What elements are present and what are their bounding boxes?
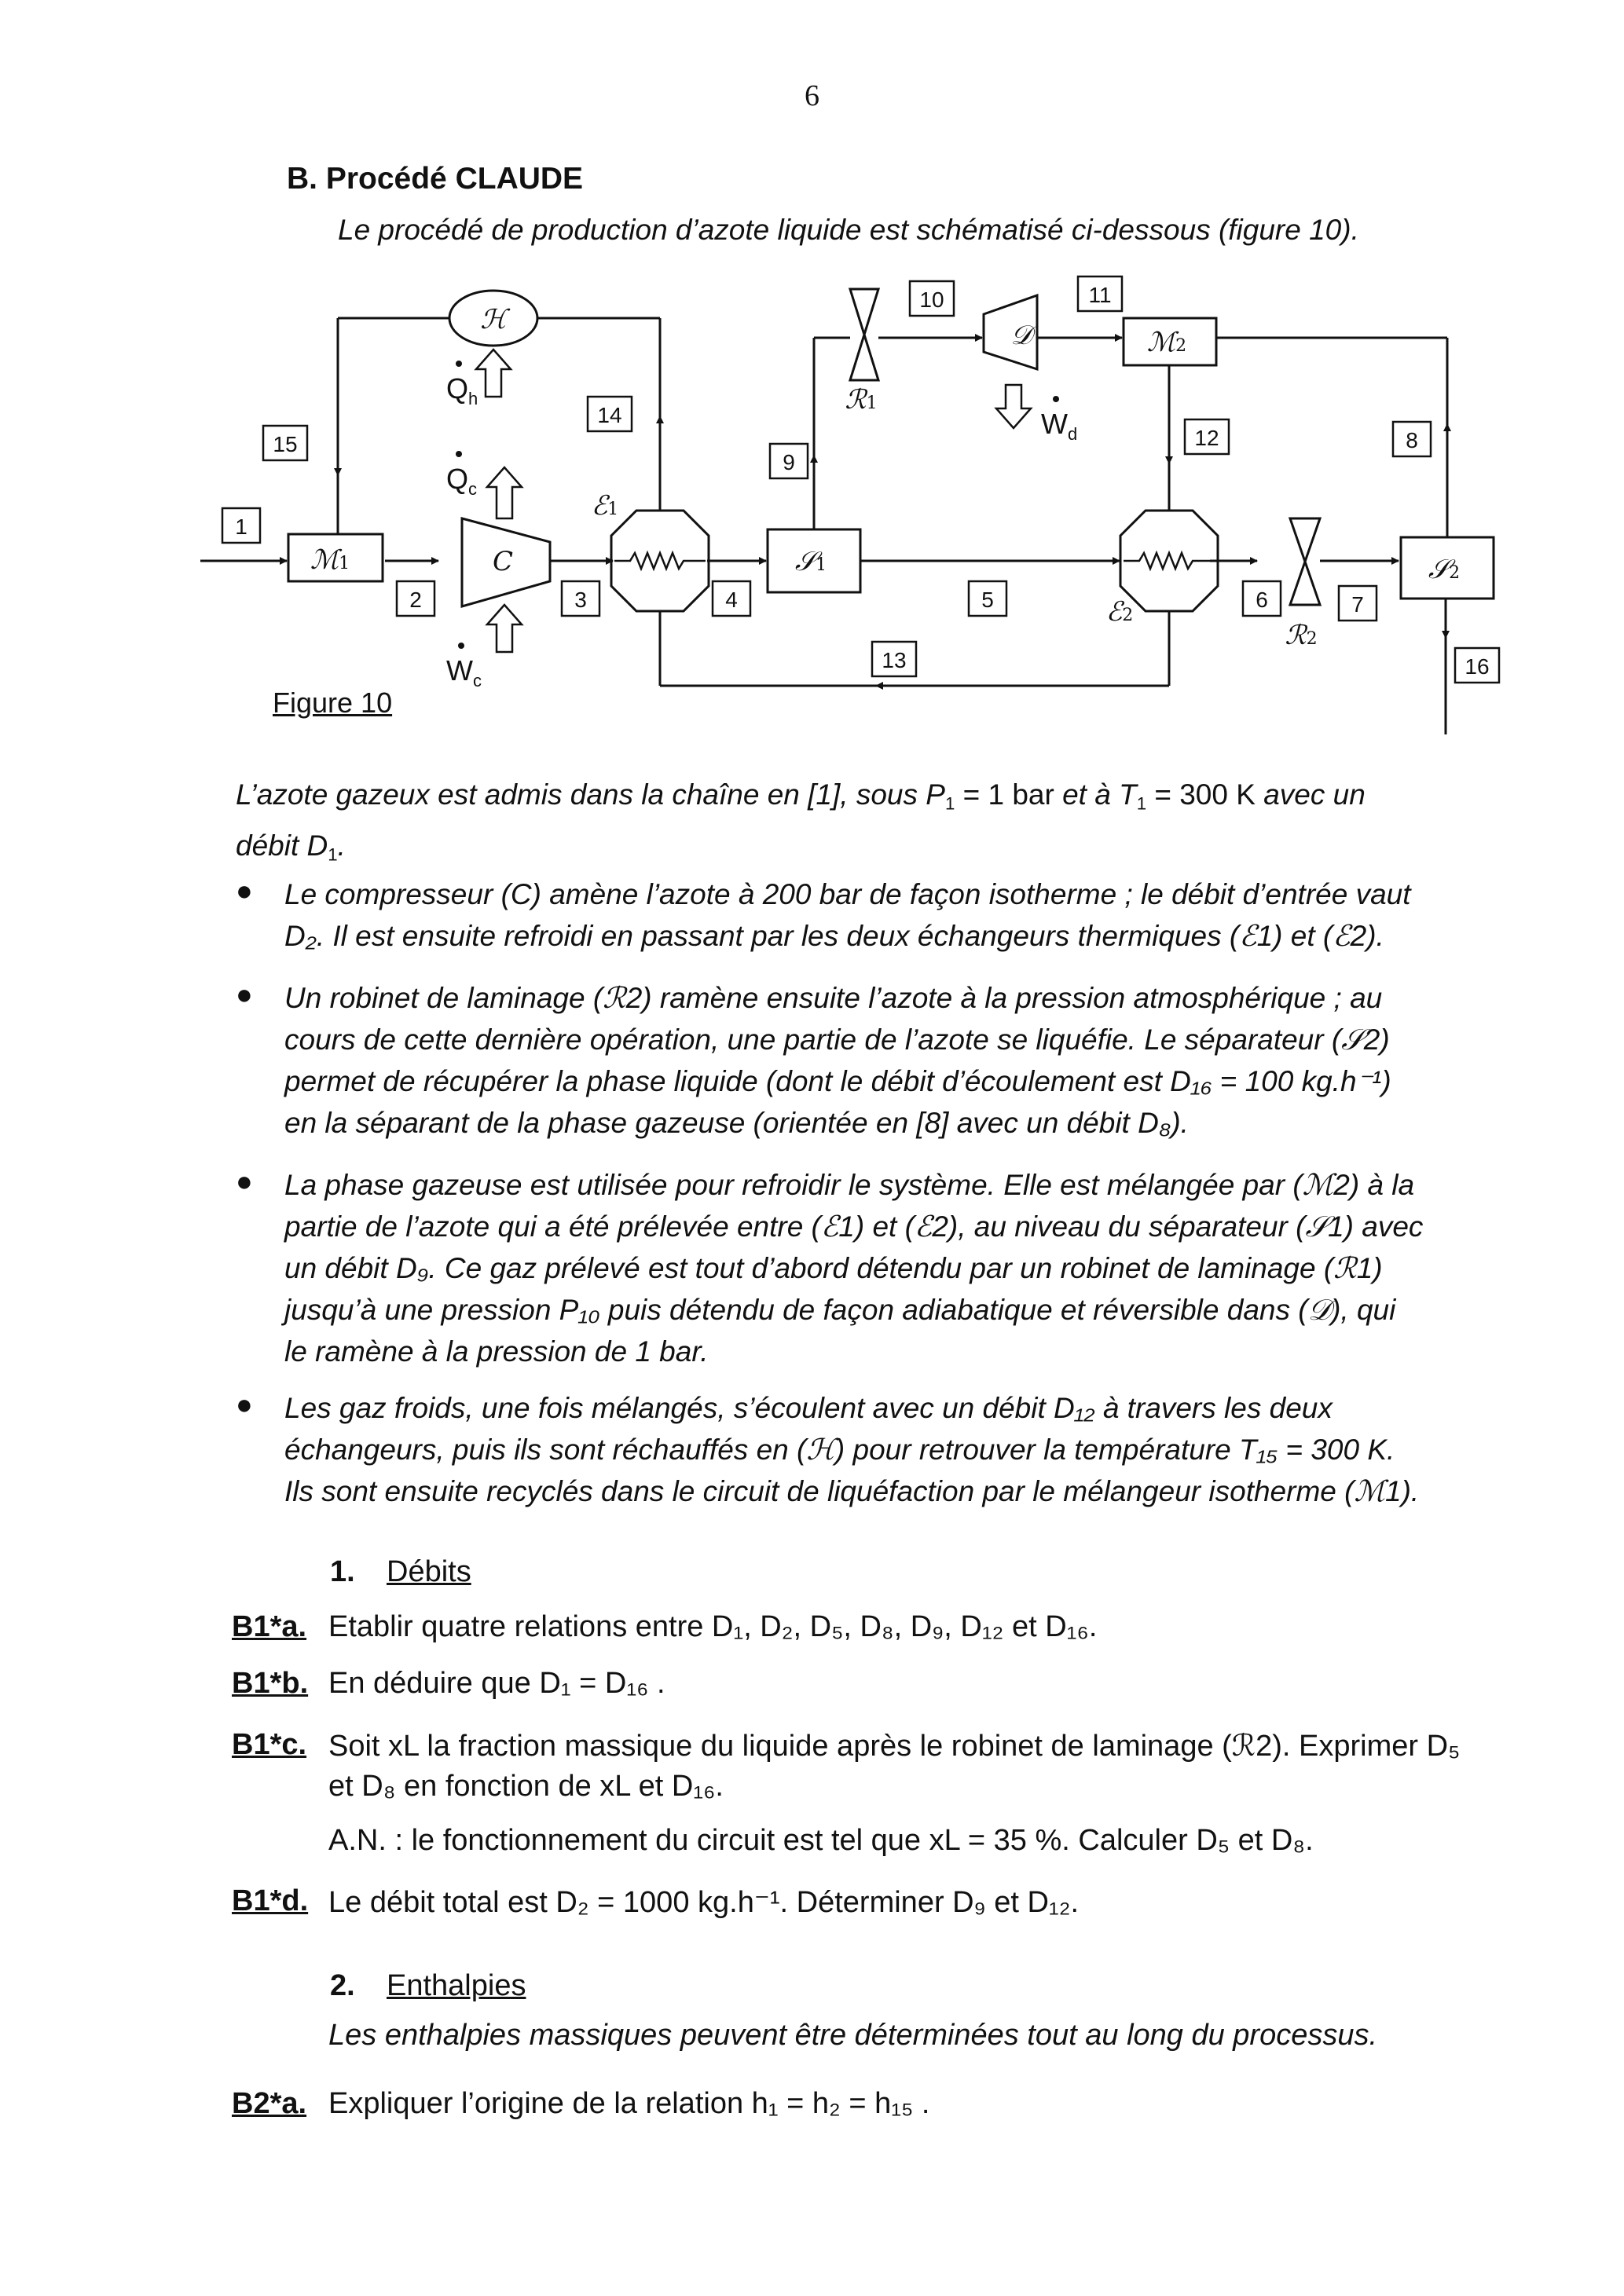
- section-intro: Le procédé de production d’azote liquide est schématisé ci-dessous (figure 10).: [338, 214, 1359, 246]
- part1-title: Débits: [387, 1555, 471, 1588]
- symbol-d: 𝒟: [1010, 320, 1032, 351]
- part1-number: 1.: [330, 1555, 355, 1588]
- part2-intro: Les enthalpies massiques peuvent être déterminées tout au long du processus.: [328, 2019, 1378, 2052]
- symbol-e1: ℰ1: [591, 490, 619, 522]
- figure-caption: Figure 10: [273, 687, 393, 719]
- question-text: A.N. : le fonctionnement du circuit est tel que xL = 35 %. Calculer D₅ et D₈.: [328, 1824, 1314, 1857]
- label-wd: $W_d$: [1041, 408, 1078, 444]
- bullet-dot: ●: [236, 1165, 253, 1197]
- label-15: 15: [273, 432, 298, 456]
- symbol-e2: ℰ2: [1105, 596, 1134, 628]
- question-text: et D₈ en fonction de xL et D₁₆.: [328, 1770, 724, 1803]
- label-4: 4: [725, 588, 738, 612]
- label-12: 12: [1194, 426, 1219, 450]
- question-label: B1*d.: [232, 1884, 309, 1917]
- label-qc: $Q_c$: [446, 463, 478, 499]
- label-qh: $Q_h$: [446, 372, 478, 408]
- page-number: 6: [805, 79, 819, 112]
- bullet-dot: ●: [236, 1388, 253, 1420]
- label-7: 7: [1351, 592, 1364, 617]
- question-label: B1*c.: [232, 1728, 307, 1761]
- question-text: En déduire que D₁ = D₁₆ .: [328, 1667, 665, 1700]
- label-13: 13: [882, 648, 907, 672]
- question-text: Etablir quatre relations entre D₁, D₂, D₅, D₈, D₉, D₁₂ et D₁₆.: [328, 1610, 1098, 1643]
- bullet-dot: ●: [236, 874, 253, 906]
- valve-r1: [850, 289, 878, 380]
- symbol-r1: ℛ1: [845, 384, 878, 416]
- label-8: 8: [1406, 428, 1418, 452]
- symbol-c: C: [492, 546, 514, 577]
- symbol-h: ℋ: [480, 304, 507, 335]
- label-6: 6: [1256, 588, 1268, 612]
- label-3: 3: [574, 588, 587, 612]
- symbol-r2: ℛ2: [1285, 620, 1318, 651]
- symbol-s2: 𝒮2: [1428, 554, 1461, 585]
- section-title: B. Procédé CLAUDE: [287, 162, 584, 196]
- wc-arrow: [487, 605, 522, 652]
- symbol-s1: 𝒮1: [794, 546, 827, 577]
- part2-number: 2.: [330, 1969, 355, 2002]
- label-1: 1: [235, 514, 247, 539]
- symbol-m1: ℳ1: [310, 544, 350, 576]
- label-9: 9: [783, 450, 795, 474]
- question-label: B2*a.: [232, 2087, 307, 2120]
- bullet-dot: ●: [236, 978, 253, 1010]
- question-text: Soit xL la fraction massique du liquide après le robinet de laminage (ℛ2). Exprimer D₅: [328, 1730, 1461, 1763]
- label-5: 5: [981, 588, 994, 612]
- bullet-gas-phase: La phase gazeuse est utilisée pour refroidir le système. Elle est mélangée par (ℳ2) à la partie de l’azote qui a été prélevée entre (ℰ1) et (ℰ2), au niveau du séparateur (𝒮1) avec un débit D₉. Ce gaz prélevé est tout d’abord détendu par un robinet de laminage (ℛ1) jusqu’à une pression P₁₀ puis détendu de façon adiabatique et réversible dans (𝒟), qui le ramène à la pression de 1 bar.: [284, 1169, 1424, 1368]
- qh-arrow: [476, 350, 511, 397]
- bullet-compressor: Le compresseur (C) amène l’azote à 200 bar de façon isotherme ; le débit d’entrée vaut D₂. Il est ensuite refroidi en passant par les deux échangeurs thermiques (ℰ1) et (ℰ2).: [284, 878, 1411, 952]
- label-16: 16: [1465, 654, 1490, 679]
- bullet-valve: Un robinet de laminage (ℛ2) ramène ensuite l’azote à la pression atmosphérique ; au cours de cette dernière opération, une partie de l’azote se liquéfie. Le séparateur (𝒮2) permet de récupérer la phase liquide (dont le débit d’écoulement est D₁₆ = 100 kg.h⁻¹) en la séparant de la phase gazeuse (orientée en [8] avec un débit D₈).: [284, 982, 1391, 1139]
- label-14: 14: [597, 403, 622, 427]
- symbol-m2: ℳ2: [1146, 327, 1187, 358]
- label-2: 2: [409, 588, 422, 612]
- qc-arrow: [487, 467, 522, 518]
- label-11: 11: [1088, 283, 1112, 307]
- wd-arrow: [996, 385, 1031, 428]
- question-text: Expliquer l’origine de la relation h₁ = h₂ = h₁₅ .: [328, 2087, 930, 2120]
- label-10: 10: [919, 287, 944, 312]
- bullet-cold-gas: Les gaz froids, une fois mélangés, s’écoulent avec un débit D₁₂ à travers les deux échangeurs, puis ils sont réchauffés en (ℋ) pour retrouver la température T₁₅ = 300 K. Ils sont ensuite recyclés dans le circuit de liquéfaction par le mélangeur isotherme (ℳ1).: [284, 1392, 1420, 1507]
- question-text: Le débit total est D₂ = 1000 kg.h⁻¹. Déterminer D₉ et D₁₂.: [328, 1886, 1080, 1919]
- valve-r2: [1290, 518, 1320, 605]
- process-diagram: [196, 267, 1532, 738]
- label-wc: $W_c$: [446, 654, 482, 690]
- question-label: B1*b.: [232, 1667, 309, 1700]
- question-label: B1*a.: [232, 1610, 307, 1643]
- part2-title: Enthalpies: [387, 1969, 526, 2002]
- paragraph-intake: L’azote gazeux est admis dans la chaîne en [1], sous $P_1 = 1$ bar et à $T_1 = 300$ K avec un débit $D_1$.: [236, 778, 1366, 865]
